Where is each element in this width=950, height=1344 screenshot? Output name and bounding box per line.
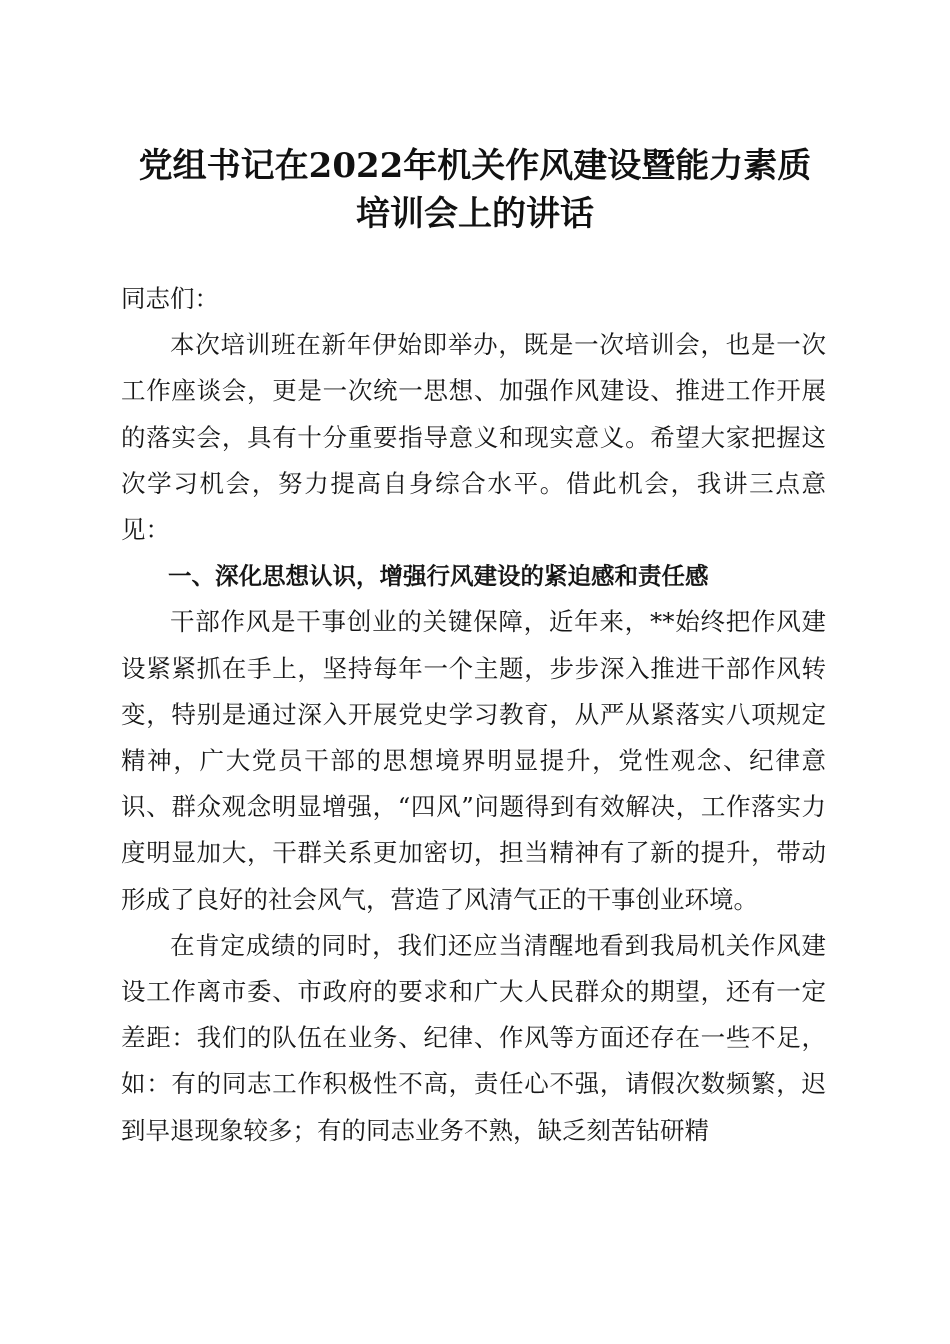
- document-title-line-1: 党组书记在2022年机关作风建设暨能力素质: [138, 146, 812, 186]
- paragraph-1: 干部作风是干事创业的关键保障，近年来，**始终把作风建设紧紧抓在手上，坚持每年一个主题，步步深入推进干部作风转变，特别是通过深入开展党史学习教育，从严从紧落实八项规定精神，广大党员干部的思想境界明显提升，党性观念、纪律意识、群众观念明显增强，“四风”问题得到有效解决，工作落实力度明显加大，干群关系更加密切，担当精神有了新的提升，带动形成了良好的社会风气，营造了风清气正的干事创业环境。: [121, 607, 826, 914]
- section-heading-1: 一、深化思想认识，增强行风建设的紧迫感和责任感: [168, 562, 709, 591]
- paragraph-2: 在肯定成绩的同时，我们还应当清醒地看到我局机关作风建设工作离市委、市政府的要求和广大人民群众的期望，还有一定差距：我们的队伍在业务、纪律、作风等方面还存在一些不足，如：有的同志工作积极性不高，责任心不强，请假次数频繁，迟到早退现象较多；有的同志业务不熟，缺乏刻苦钻研精: [121, 930, 826, 1145]
- document-body: [121, 276, 826, 1154]
- paragraph-intro: 本次培训班在新年伊始即举办，既是一次培训会，也是一次工作座谈会，更是一次统一思想、加强作风建设、推进工作开展的落实会，具有十分重要指导意义和现实意义。希望大家把握这次学习机会，努力提高自身综合水平。借此机会，我讲三点意见：: [121, 330, 826, 545]
- document-title-line-2: 培训会上的讲话: [356, 194, 594, 234]
- salutation: 同志们：: [121, 284, 219, 313]
